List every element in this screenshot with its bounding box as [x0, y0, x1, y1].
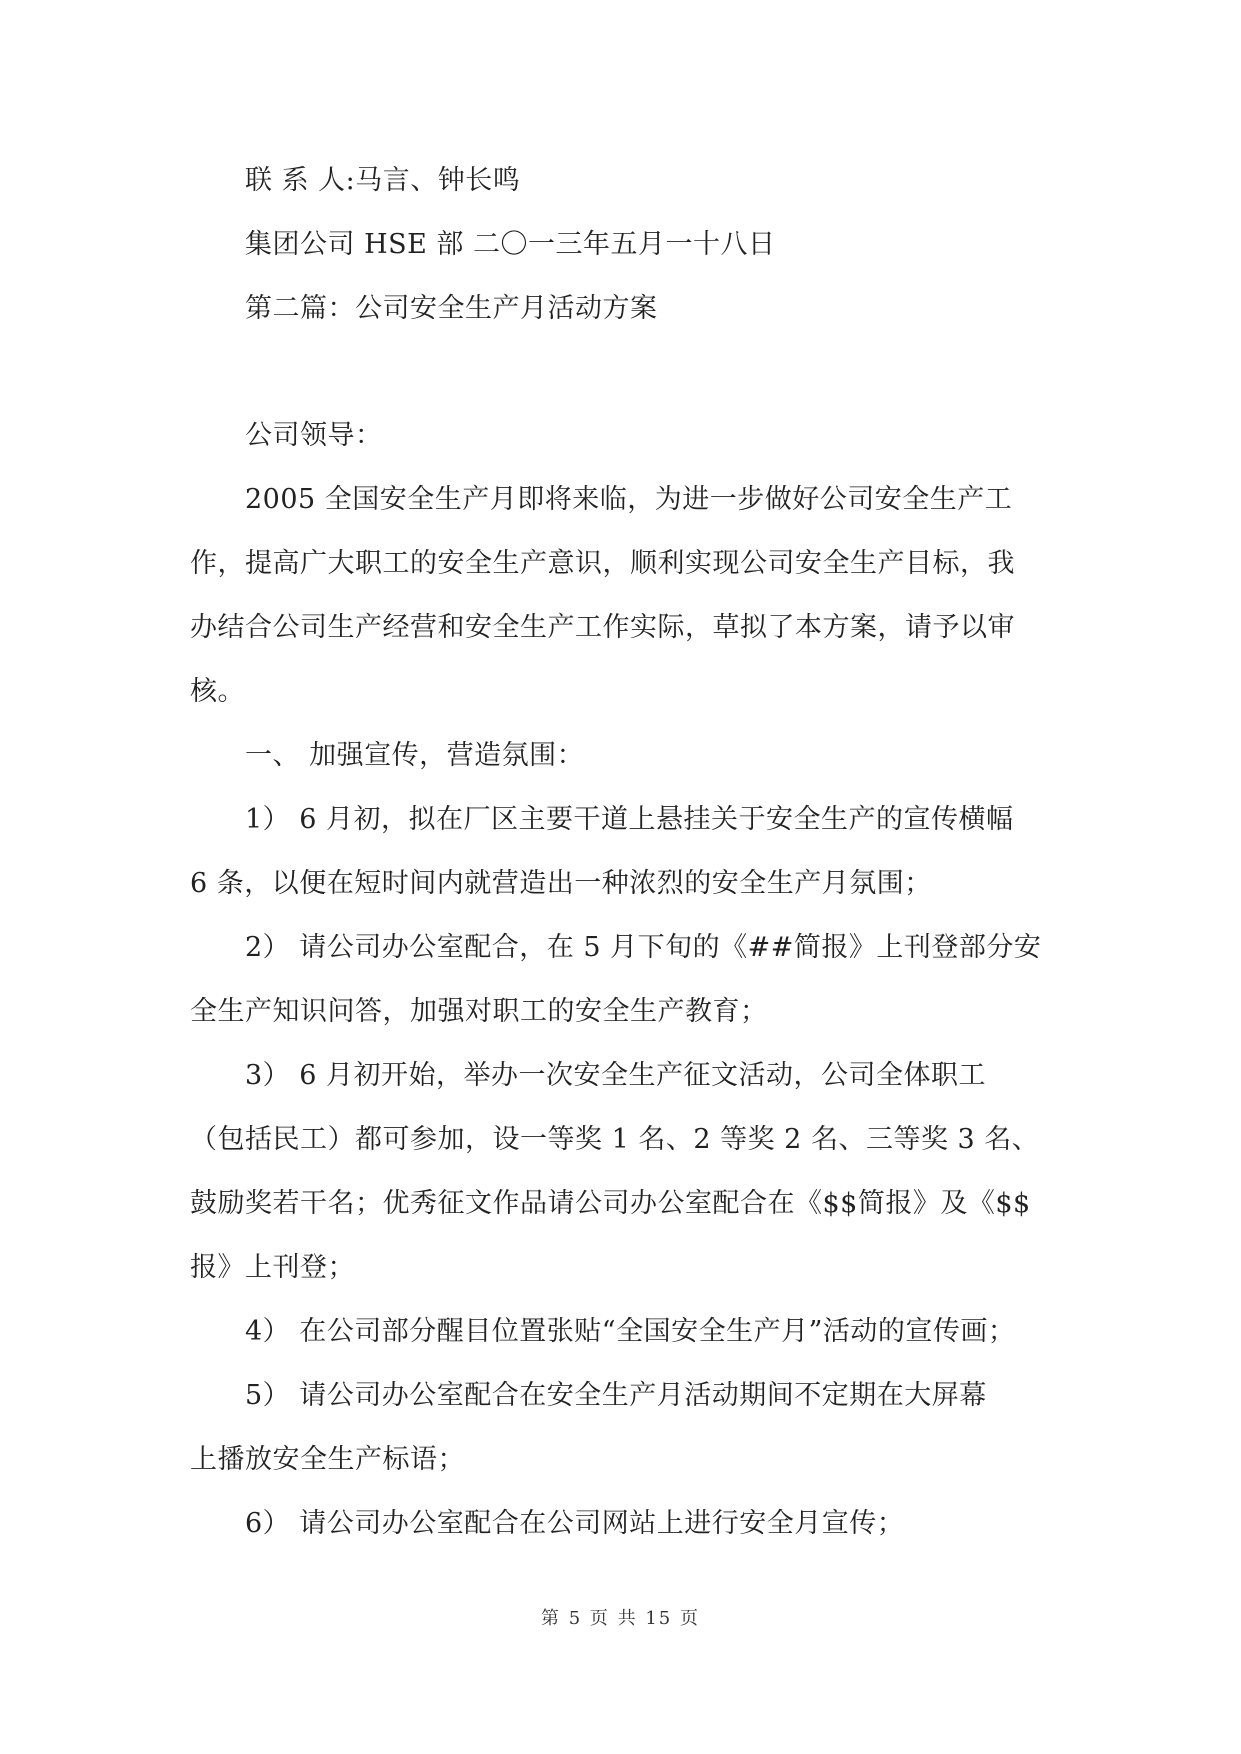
list-item-2-cont: 全生产知识问答，加强对职工的安全生产教育；	[190, 996, 768, 1027]
paragraph-line: 作，提高广大职工的安全生产意识，顺利实现公司安全生产目标，我	[190, 548, 1015, 579]
list-item-4: 4） 在公司部分醒目位置张贴“全国安全生产月”活动的宣传画；	[245, 1316, 1016, 1347]
section-title: 第二篇：公司安全生产月活动方案	[245, 293, 658, 324]
list-item-3: 3） 6 月初开始，举办一次安全生产征文活动，公司全体职工	[245, 1060, 987, 1091]
list-item-2: 2） 请公司办公室配合，在 5 月下旬的《##简报》上刊登部分安	[245, 932, 1042, 963]
list-item-1-cont: 6 条，以便在短时间内就营造出一种浓烈的安全生产月氛围；	[190, 868, 932, 899]
heading-one: 一、 加强宣传，营造氛围：	[245, 740, 585, 771]
list-item-5-cont: 上播放安全生产标语；	[190, 1444, 465, 1475]
salutation: 公司领导：	[245, 420, 383, 451]
issuer-date-line: 集团公司 HSE 部 二〇一三年五月一十八日	[245, 229, 776, 260]
page-number: 第 5 页 共 15 页	[541, 1608, 700, 1629]
paragraph-line: 核。	[190, 676, 245, 707]
list-item-6: 6） 请公司办公室配合在公司网站上进行安全月宣传；	[245, 1508, 905, 1539]
list-item-3-cont: （包括民工）都可参加，设一等奖 1 名、2 等奖 2 名、三等奖 3 名、	[190, 1124, 1040, 1155]
paragraph-line: 办结合公司生产经营和安全生产工作实际，草拟了本方案，请予以审	[190, 612, 1015, 643]
list-item-3-cont: 报》上刊登；	[190, 1252, 355, 1283]
contact-line: 联 系 人:马言、钟长鸣	[245, 165, 521, 196]
list-item-1: 1） 6 月初，拟在厂区主要干道上悬挂关于安全生产的宣传横幅	[245, 804, 1014, 835]
paragraph-line: 2005 全国安全生产月即将来临，为进一步做好公司安全生产工	[245, 484, 1013, 515]
list-item-5: 5） 请公司办公室配合在安全生产月活动期间不定期在大屏幕	[245, 1380, 987, 1411]
list-item-3-cont: 鼓励奖若干名；优秀征文作品请公司办公室配合在《$$简报》及《$$	[190, 1188, 1031, 1219]
